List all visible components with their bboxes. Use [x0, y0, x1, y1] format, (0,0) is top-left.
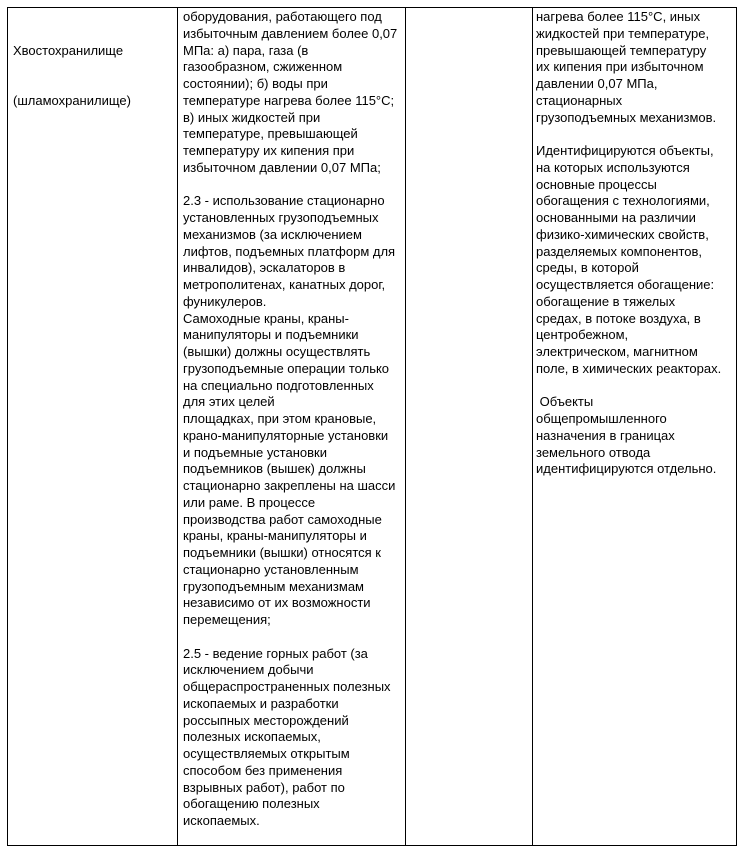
cell-text-line: краны, краны-манипуляторы и: [183, 528, 367, 544]
cell-text-line: фуникулеров.: [183, 293, 267, 309]
cell-text-line: превышающей температуру: [536, 42, 707, 58]
cell-text-line: россыпных месторождений: [183, 712, 349, 728]
cell-text-line: избыточном давлении 0,07 МПа;: [183, 159, 381, 175]
paragraph-gap: [183, 629, 397, 646]
cell-text-line: разделяемых компонентов,: [536, 243, 703, 259]
cell-text-line: в) иных жидкостей при: [183, 109, 321, 125]
cell-text-line: основные процессы: [536, 176, 657, 192]
cell-text-line: назначения в границах: [536, 427, 675, 443]
cell-text-line: физико-химических свойств,: [536, 226, 709, 242]
cell-text-line: (вышки) должны осуществлять: [183, 344, 371, 359]
cell-text-line: на специально подготовленных: [183, 377, 374, 393]
cell-text-line: производства работ самоходные: [183, 511, 382, 527]
cell-text-line: или раме. В процессе: [183, 494, 316, 510]
cell-text-line: манипуляторы и подъемники: [183, 327, 359, 343]
paragraph-gap: [536, 378, 721, 395]
cell-text-line: для этих целей: [183, 394, 275, 410]
cell-text-line: перемещения;: [183, 612, 271, 627]
column-border: [532, 7, 533, 846]
table-top-border: [7, 7, 737, 8]
cell-text-line: среды, в которой: [536, 260, 639, 276]
cell-text-line: 2.3 - использование стационарно: [183, 193, 385, 209]
cell-text-line: ископаемых.: [183, 813, 260, 828]
cell-text-line: установленных грузоподъемных: [183, 210, 379, 225]
cell-text-line: избыточным давлением более 0,07: [183, 25, 398, 41]
cell-text-line: обогащение в тяжелых: [536, 293, 676, 309]
cell-text-line: основанными на различии: [536, 210, 696, 225]
paragraph-gap: [536, 126, 721, 143]
cell-text-line: осуществляемых открытым: [183, 746, 350, 761]
cell-text-line: состоянии); б) воды при: [183, 76, 328, 91]
cell-text-line: нагрева более 115°С, иных: [536, 9, 701, 24]
cell-text-line: оборудования, работающего под: [183, 9, 382, 24]
table-bottom-border: [7, 845, 737, 846]
column-border: [405, 7, 406, 846]
column-border: [7, 7, 8, 846]
cell-text-line: стационарно установленным: [183, 561, 359, 577]
cell-text-line: полезных ископаемых,: [183, 729, 321, 745]
cell-text-line: 2.5 - ведение горных работ (за: [183, 645, 368, 661]
cell-text-line: температуру их кипения при: [183, 143, 355, 158]
cell-text-line: газообразном, сжиженном: [183, 59, 343, 75]
cell-text-line: подъемников (вышек) должны: [183, 461, 366, 477]
cell-text-line: стационарных: [536, 92, 623, 108]
cell-text-line: стационарно закреплены на шасси: [183, 478, 396, 493]
cell-text-line: общераспространенных полезных: [183, 679, 391, 694]
cell-text-line: грузоподъемным механизмам: [183, 578, 364, 594]
cell-text-line: общепромышленного: [536, 411, 667, 426]
column-border: [177, 7, 178, 846]
cell-text-line: и подъемные установки: [183, 444, 327, 460]
cell-text-line: лифтов, подъемных платформ для: [183, 243, 396, 259]
cell-text-line: средах, в потоке воздуха, в: [536, 310, 701, 326]
cell-text-line: (шламохранилище): [13, 92, 131, 108]
cell-text-line: осуществляется обогащение:: [536, 277, 715, 292]
cell-text-line: метрополитенах, канатных дорог,: [183, 277, 386, 292]
cell-text-line: МПа: а) пара, газа (в: [183, 42, 309, 58]
requirements-table: [7, 7, 737, 846]
cell-text-line: исключением добычи: [183, 662, 314, 678]
cell-text-line: температуре, превышающей: [183, 126, 358, 142]
cell-text-line: ископаемых и разработки: [183, 695, 339, 711]
cell-text-line: электрическом, магнитном: [536, 344, 698, 359]
cell-text-line: на которых используются: [536, 159, 690, 175]
cell-text-line: Хвостохранилище: [13, 42, 124, 58]
cell-text-line: площадках, при этом крановые,: [183, 411, 377, 426]
cell-text-line: центробежном,: [536, 327, 629, 343]
cell-text-line: способом без применения: [183, 762, 343, 778]
cell-text-line: Объекты: [536, 394, 594, 410]
cell-text-line: идентифицируются отдельно.: [536, 461, 717, 477]
cell-text-line: механизмов (за исключением: [183, 226, 362, 242]
cell-text-line: температуре нагрева более 115°С;: [183, 92, 395, 108]
cell-text-line: земельного отвода: [536, 444, 651, 460]
cell-text-line: жидкостей при температуре,: [536, 25, 710, 41]
cell-text-line: поле, в химических реакторах.: [536, 360, 722, 376]
cell-text-line: обогащению полезных: [183, 796, 320, 812]
cell-text-line: инвалидов), эскалаторов в: [183, 260, 346, 276]
cell-text-line: грузоподъемные операции только: [183, 360, 390, 376]
identification-note-cell: [536, 9, 721, 478]
criteria-cell: [183, 9, 397, 830]
cell-text-line: Самоходные краны, краны-: [183, 310, 349, 326]
paragraph-gap: [183, 177, 397, 194]
cell-text-line: грузоподъемных механизмов.: [536, 109, 717, 125]
cell-text-line: давлении 0,07 МПа,: [536, 76, 658, 91]
cell-text-line: независимо от их возможности: [183, 595, 371, 611]
cell-text-line: обогащения с технологиями,: [536, 193, 710, 209]
cell-text-line: взрывных работ), работ по: [183, 779, 345, 795]
cell-text-line: их кипения при избыточном: [536, 59, 704, 75]
cell-text-line: крано-манипуляторные установки: [183, 427, 389, 443]
column-border: [736, 7, 737, 846]
object-name-cell: [13, 9, 131, 143]
cell-text-line: подъемники (вышки) относятся к: [183, 545, 381, 560]
cell-text-line: Идентифицируются объекты,: [536, 143, 714, 158]
